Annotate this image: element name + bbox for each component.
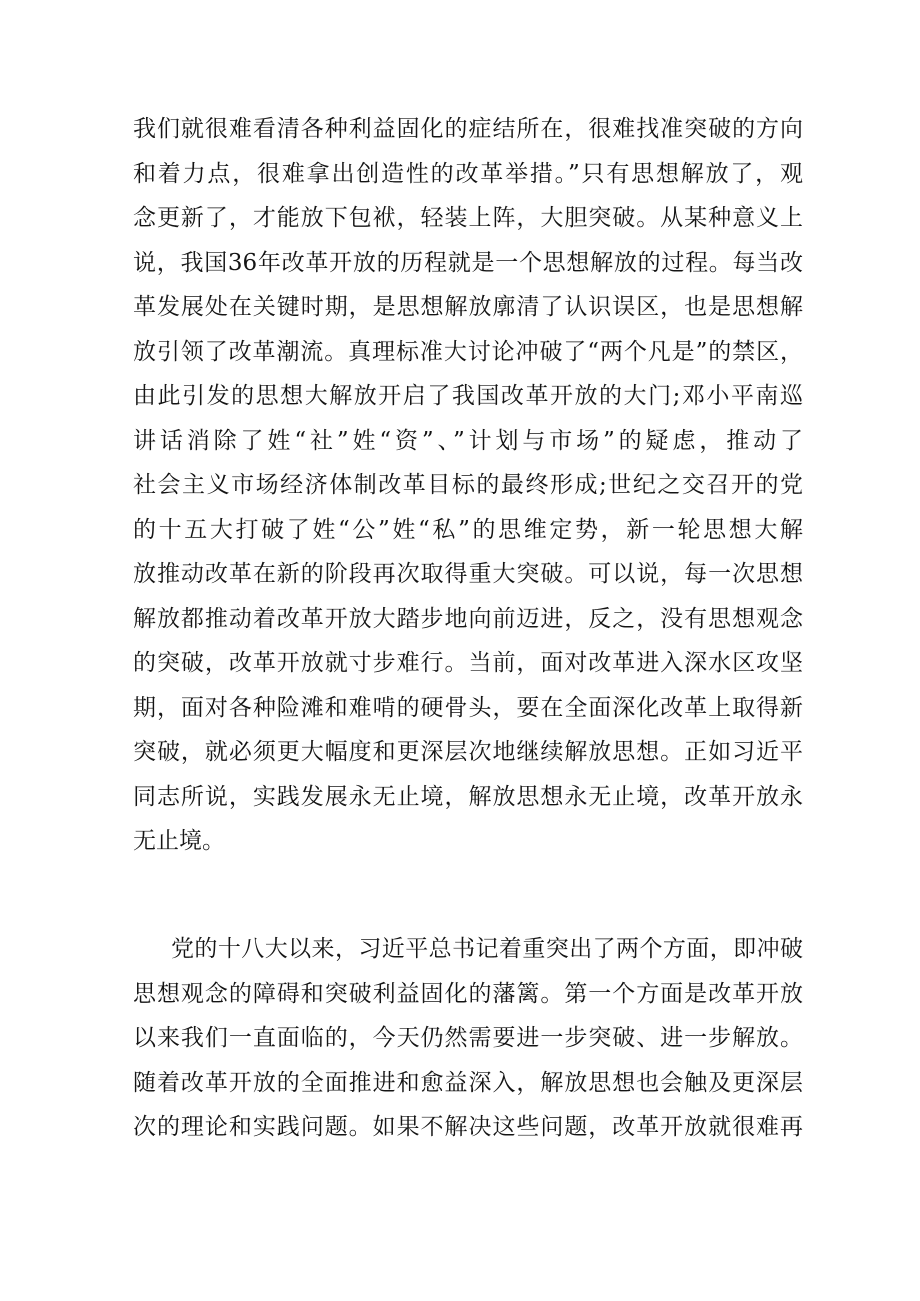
text-line: 和着力点，很难拿出创造性的改革举措。”只有思想解放了，观 xyxy=(133,160,803,187)
text-line: 期，面对各种险滩和难啃的硬骨头，要在全面深化改革上取得新 xyxy=(133,694,803,721)
text-line: 说，我国36年改革开放的历程就是一个思想解放的过程。每当改 xyxy=(133,249,803,276)
text-line: 无止境。 xyxy=(133,828,225,854)
text-line: 放推动改革在新的阶段再次取得重大突破。可以说，每一次思想 xyxy=(133,561,803,587)
text-line: 次的理论和实践问题。如果不解决这些问题，改革开放就很难再 xyxy=(133,1114,803,1140)
text-line: 放引领了改革潮流。真理标准大讨论冲破了“两个凡是”的禁区， xyxy=(133,338,803,365)
text-line: 革发展处在关键时期，是思想解放廓清了认识误区，也是思想解 xyxy=(133,294,803,320)
text-line: 以来我们一直面临的，今天仍然需要进一步突破、进一步解放。 xyxy=(133,1025,803,1051)
text-line: 突破，就必须更大幅度和更深层次地继续解放思想。正如习近平 xyxy=(133,739,803,765)
text-line: 社会主义市场经济体制改革目标的最终形成;世纪之交召开的党 xyxy=(133,472,803,498)
text-line: 党的十八大以来，习近平总书记着重突出了两个方面，即冲破 xyxy=(171,936,803,962)
text-line: 思想观念的障碍和突破利益固化的藩篱。第一个方面是改革开放 xyxy=(133,980,803,1007)
text-line: 随着改革开放的全面推进和愈益深入，解放思想也会触及更深层 xyxy=(133,1069,803,1096)
paragraph-1 xyxy=(133,107,803,864)
text-line: 解放都推动着改革开放大踏步地向前迈进，反之，没有思想观念 xyxy=(133,605,803,632)
text-line: 的突破，改革开放就寸步难行。当前，面对改革进入深水区攻坚 xyxy=(133,650,803,676)
text-line: 念更新了，才能放下包袱，轻装上阵，大胆突破。从某种意义上 xyxy=(133,205,803,231)
text-line: 同志所说，实践发展永无止境，解放思想永无止境，改革开放永 xyxy=(133,783,803,810)
text-line: 由此引发的思想大解放开启了我国改革开放的大门;邓小平南巡 xyxy=(133,383,803,409)
text-line: 的十五大打破了姓“公”姓“私”的思维定势，新一轮思想大解 xyxy=(133,516,803,543)
paragraph-2 xyxy=(133,927,803,1150)
text-line: 我们就很难看清各种利益固化的症结所在，很难找准突破的方向 xyxy=(133,116,803,142)
text-line: 讲话消除了姓“社”姓“资”、”计划与市场”的疑虑，推动了 xyxy=(133,427,803,454)
